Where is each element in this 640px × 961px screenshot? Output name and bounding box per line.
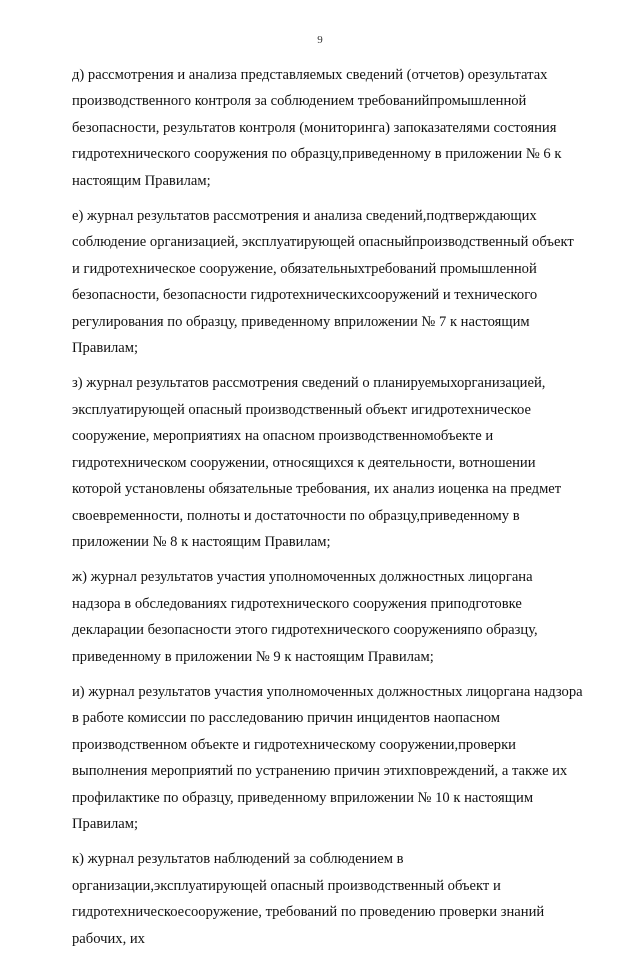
paragraph <box>72 203 584 361</box>
paragraph-line: результатах производственного контроля за соблюдением требований <box>72 67 548 110</box>
paragraph-line: сооружений и технического регулирования по образцу, приведенному в <box>72 287 538 330</box>
page-number: 9 <box>317 34 323 46</box>
paragraph-line: е) журнал результатов рассмотрения и анализа сведений, <box>72 208 427 225</box>
paragraph-line: подготовке декларации безопасности этого гидротехнического сооружения <box>72 595 522 639</box>
paragraph-line: объекте и гидротехническом сооружении, относящихся к деятельности, в <box>72 428 494 471</box>
paragraph-line: подтверждающих соблюдение организацией, эксплуатирующей опасный <box>72 208 537 251</box>
paragraph-line: приложении № 10 к настоящим Правилам; <box>72 789 534 832</box>
paragraph-line: и) журнал результатов участия уполномоченных должностных лиц <box>72 683 489 700</box>
paragraph <box>72 564 584 670</box>
paragraph-line: гидротехническое сооружение, мероприятиях на опасном производственном <box>72 401 531 445</box>
paragraph-line: требований промышленной безопасности, безопасности гидротехнических <box>72 260 537 304</box>
paragraph <box>72 846 584 952</box>
paragraph-line: оценка на предмет своевременности, полноты и достаточности по образцу, <box>72 481 562 524</box>
paragraph-line: ж) журнал результатов участия уполномоченных должностных лиц <box>72 569 492 586</box>
paragraph-line: опасном производственном объекте и гидротехническому сооружении, <box>72 710 501 753</box>
paragraph-line: отношении которой установлены обязательные требования, их анализ и <box>72 454 536 498</box>
paragraph-line: организацией, эксплуатирующей опасный производственный объект и <box>72 375 546 418</box>
paragraph-line: производственный объект и гидротехническое сооружение, обязательных <box>72 234 574 277</box>
paragraph-line: приведенному в приложении № 8 к настоящим Правилам; <box>72 507 520 550</box>
paragraph-line: приложении № 7 к настоящим Правилам; <box>72 313 530 357</box>
paragraph <box>72 62 584 194</box>
paragraph-line: органа надзора в обследованиях гидротехнического сооружения при <box>72 569 533 612</box>
paragraph-line: проверки выполнения мероприятий по устранению причин этих <box>72 736 516 780</box>
paragraph-line: з) журнал результатов рассмотрения сведений о планируемых <box>72 375 457 392</box>
paragraph-line: повреждений, а также их профилактике по образцу, приведенному в <box>72 763 568 806</box>
paragraph-line: приведенному в приложении № 6 к настоящим Правилам; <box>72 146 562 189</box>
paragraph-line: сооружение, требований по проведению проверки знаний рабочих, их <box>72 904 545 947</box>
paragraph-line: показателями состояния гидротехнического сооружения по образцу, <box>72 119 557 163</box>
paragraph-line: по образцу, приведенному в приложении № 9 к настоящим Правилам; <box>72 622 538 665</box>
paragraph-line: к) журнал результатов наблюдений за соблюдением в организации, <box>72 851 404 894</box>
paragraph-line: органа надзора в работе комиссии по расследованию причин инцидентов на <box>72 683 583 727</box>
paragraph <box>72 370 584 555</box>
paragraph <box>72 679 584 837</box>
paragraph-line: эксплуатирующей опасный производственный объект и гидротехническое <box>72 877 501 921</box>
paragraph-line: промышленной безопасности, результатов контроля (мониторинга) за <box>72 93 527 136</box>
document-body <box>72 62 584 961</box>
paragraph-line: д) рассмотрения и анализа представляемых сведений (отчетов) о <box>72 67 476 83</box>
